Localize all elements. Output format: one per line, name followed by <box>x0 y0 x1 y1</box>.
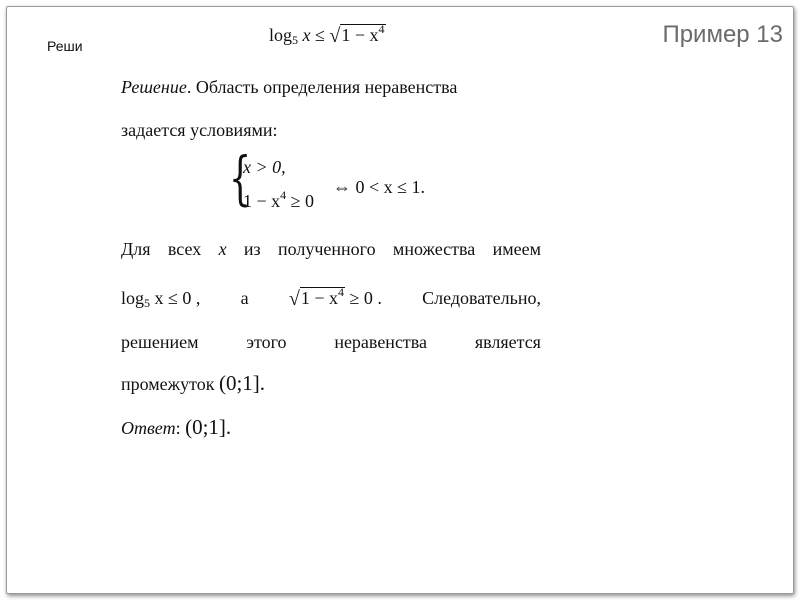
line-6-word: промежуток <box>121 374 215 394</box>
problem-sqrt: $√1 - x^4$ <box>329 22 385 47</box>
line-4-log-rest: x ≤ 0 , <box>150 288 201 308</box>
line-6-interval: (0;1]. <box>218 371 266 395</box>
line-5-word: неравенства <box>334 332 428 352</box>
problem-rel: ≤ <box>315 25 325 45</box>
answer-colon: : <box>175 418 181 438</box>
problem-inequality <box>269 22 386 48</box>
answer-interval: (0;1]. <box>185 415 232 439</box>
line-4-sqrt: $√1 - x^4$ <box>288 285 344 310</box>
line-3-word: имеем <box>492 239 541 259</box>
solution-label: Решение <box>121 77 187 97</box>
line-4-log-expr <box>121 288 200 311</box>
solution-line-1-text: . Область определения неравенства <box>186 77 458 97</box>
line-3-word: полученного <box>277 239 376 259</box>
solution-line-1 <box>121 77 457 98</box>
slide <box>6 6 794 594</box>
line-4-sqrt-inner: 1 − x <box>300 288 338 308</box>
line-5-word: решением <box>121 332 199 352</box>
intro-label: Реши <box>47 38 83 54</box>
solution-line-6 <box>121 371 265 396</box>
conditions-system <box>229 144 449 221</box>
problem-log: log <box>269 25 293 45</box>
line-3-word: Для <box>121 239 151 259</box>
line-3-word: из <box>243 239 261 259</box>
answer-line <box>121 415 231 440</box>
line-4-sqrt-exp: 4 <box>337 285 344 299</box>
line-5-word: является <box>474 332 541 352</box>
system-row-2-exp: 4 <box>280 188 287 202</box>
line-4-a: а <box>240 288 249 308</box>
line-3-word: множества <box>392 239 476 259</box>
solution-line-5 <box>121 332 541 353</box>
system-row-1: x > 0, <box>243 157 286 177</box>
line-4-sqrt-expr <box>288 285 382 311</box>
problem-log-base: 5 <box>292 33 299 47</box>
line-4-log: log <box>121 288 145 308</box>
line-3-word: x <box>218 239 227 259</box>
system-row-2-suffix: ≥ 0 <box>286 191 315 211</box>
system-equivalence: ⇔ 0 < x ≤ 1. <box>333 177 426 197</box>
line-5-word: этого <box>246 332 287 352</box>
line-4-word: Следовательно, <box>422 288 541 308</box>
line-4-log-base: 5 <box>144 296 151 310</box>
line-4-sqrt-rest: ≥ 0 . <box>344 288 382 308</box>
problem-sqrt-exp: 4 <box>378 22 385 36</box>
slide-title: Пример 13 <box>662 21 783 48</box>
system-row-2 <box>243 188 315 212</box>
solution-line-2: задается условиями: <box>121 120 278 140</box>
brace-icon: { <box>229 144 252 212</box>
answer-label: Ответ <box>121 418 176 438</box>
system-row-2-prefix: 1 − x <box>243 191 281 211</box>
problem-var: x <box>302 25 311 45</box>
solution-line-3 <box>121 239 541 260</box>
solution-line-4 <box>121 285 541 311</box>
line-3-word: всех <box>167 239 202 259</box>
problem-sqrt-expr: 1 − x <box>341 25 379 45</box>
